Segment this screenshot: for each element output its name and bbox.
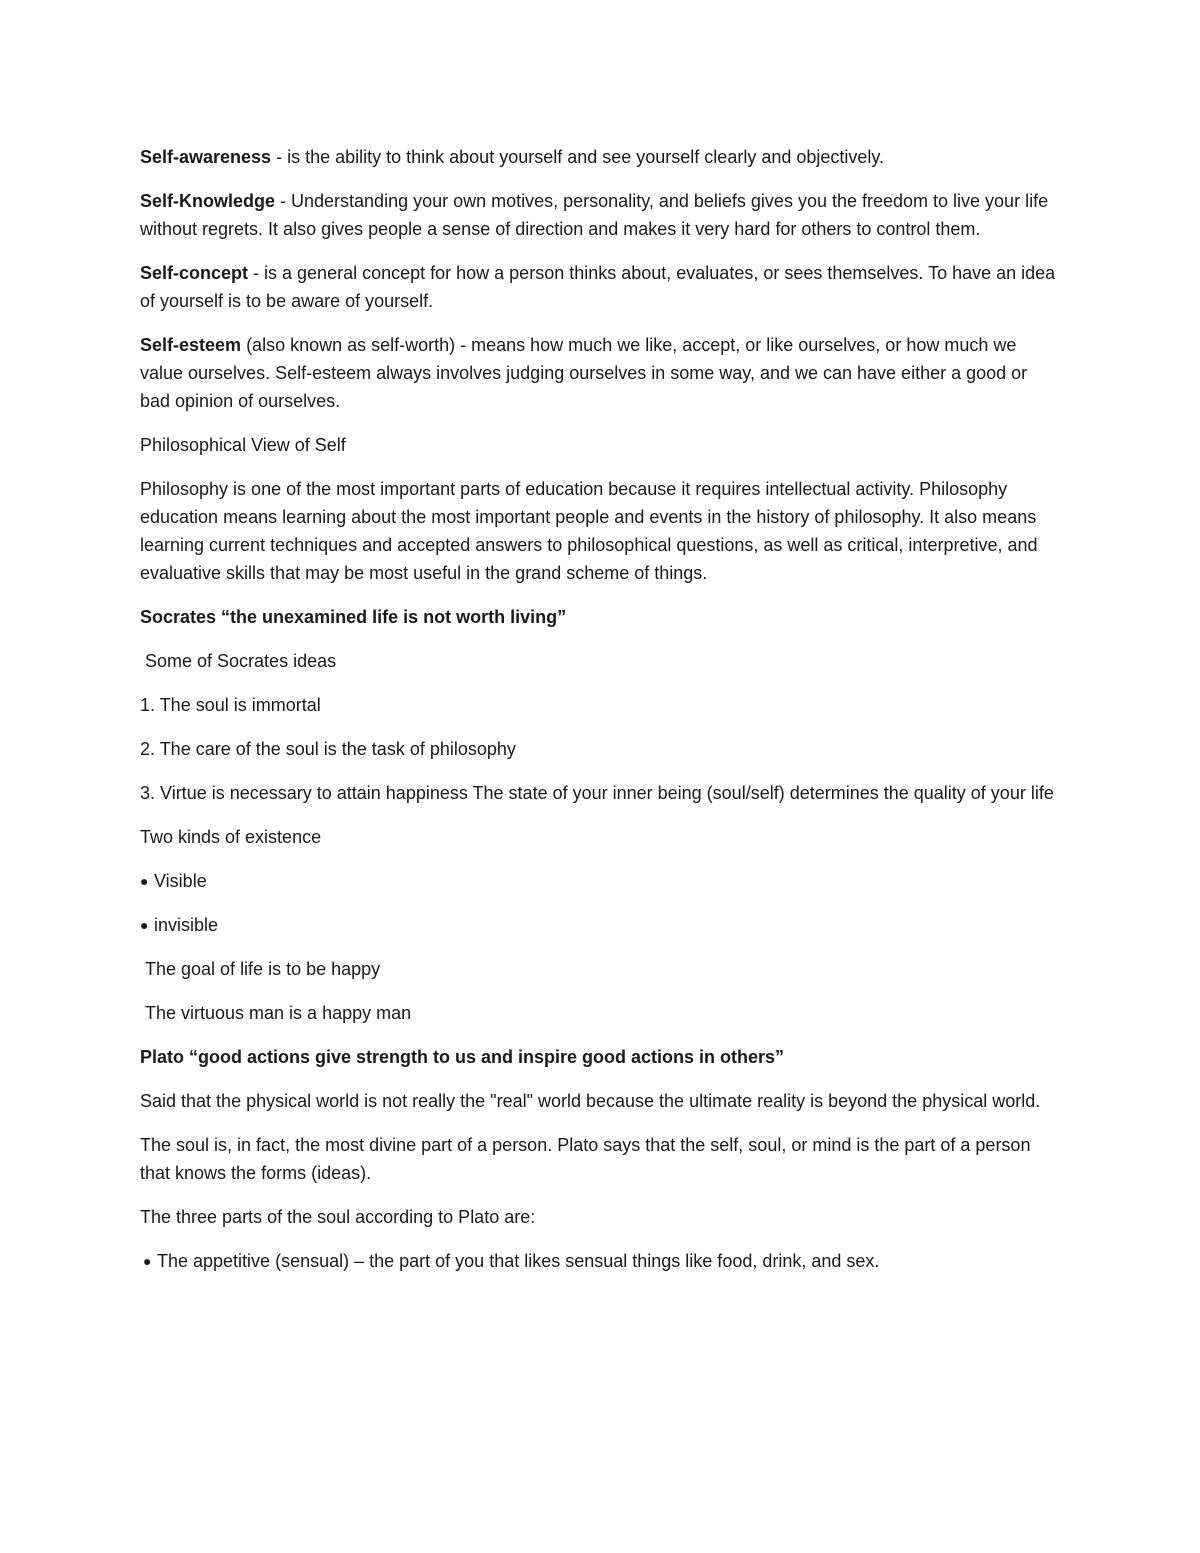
- socrates-virtuous: The virtuous man is a happy man: [145, 1003, 412, 1023]
- plato-para-1: Said that the physical world is not really the "real" world because the ultimate reality is beyond the physical world.: [140, 1091, 1041, 1111]
- existence-item-label: invisible: [154, 915, 219, 935]
- socrates-ideas-intro: Some of Socrates ideas: [145, 651, 337, 671]
- existence-item-invisible: [140, 911, 1060, 939]
- definition-self-knowledge: [140, 187, 1060, 243]
- bullet-icon: ●: [143, 1253, 152, 1269]
- bullet-icon: ●: [140, 873, 149, 889]
- definition-self-esteem: [140, 331, 1060, 415]
- definition-term: Self-awareness: [140, 147, 272, 167]
- plato-part-appetitive: [140, 1247, 1060, 1275]
- plato-para-2: The soul is, in fact, the most divine part of a person. Plato says that the self, soul, or mind is the part of a person that knows the forms (ideas).: [140, 1135, 1031, 1183]
- definition-term: Self-esteem: [140, 335, 242, 355]
- definition-text: (also known as self-worth) - means how much we like, accept, or like ourselves, or how much we value ourselves. Self-esteem always involves judging ourselves in some way, and we can have either a good or bad opinion of ourselves.: [140, 335, 1028, 411]
- socrates-heading: Socrates “the unexamined life is not worth living”: [140, 607, 567, 627]
- socrates-idea-1: 1. The soul is immortal: [140, 695, 321, 715]
- socrates-idea-2: 2. The care of the soul is the task of philosophy: [140, 739, 516, 759]
- definition-text: - is the ability to think about yourself and see yourself clearly and objectively.: [271, 147, 885, 167]
- existence-item-visible: [140, 867, 1060, 895]
- plato-parts-intro: The three parts of the soul according to Plato are:: [140, 1207, 536, 1227]
- plato-heading: Plato “good actions give strength to us and inspire good actions in others”: [140, 1047, 785, 1067]
- definition-term: Self-Knowledge: [140, 191, 276, 211]
- existence-intro: Two kinds of existence: [140, 827, 322, 847]
- definition-self-concept: [140, 259, 1060, 315]
- socrates-goal: The goal of life is to be happy: [145, 959, 381, 979]
- definition-text: - is a general concept for how a person thinks about, evaluates, or sees themselves. To have an idea of yourself is to be aware of yourself.: [140, 263, 1056, 311]
- bullet-icon: ●: [140, 917, 149, 933]
- existence-item-label: Visible: [154, 871, 207, 891]
- plato-part-label: The appetitive (sensual) – the part of you that likes sensual things like food, drink, and sex.: [157, 1251, 880, 1271]
- definition-text: - Understanding your own motives, personality, and beliefs gives you the freedom to live your life without regrets. It also gives people a sense of direction and makes it very hard for others to control them.: [140, 191, 1049, 239]
- philosophy-body: Philosophy is one of the most important parts of education because it requires intellectual activity. Philosophy education means learning about the most important people and events in the history of philosophy. It also means learning current techniques and accepted answers to philosophical questions, as well as critical, interpretive, and evaluative skills that may be most useful in the grand scheme of things.: [140, 479, 1038, 583]
- definition-term: Self-concept: [140, 263, 249, 283]
- socrates-idea-3: 3. Virtue is necessary to attain happiness The state of your inner being (soul/self) determines the quality of your life: [140, 783, 1054, 803]
- philosophy-heading: Philosophical View of Self: [140, 435, 346, 455]
- definition-self-awareness: [140, 143, 1060, 171]
